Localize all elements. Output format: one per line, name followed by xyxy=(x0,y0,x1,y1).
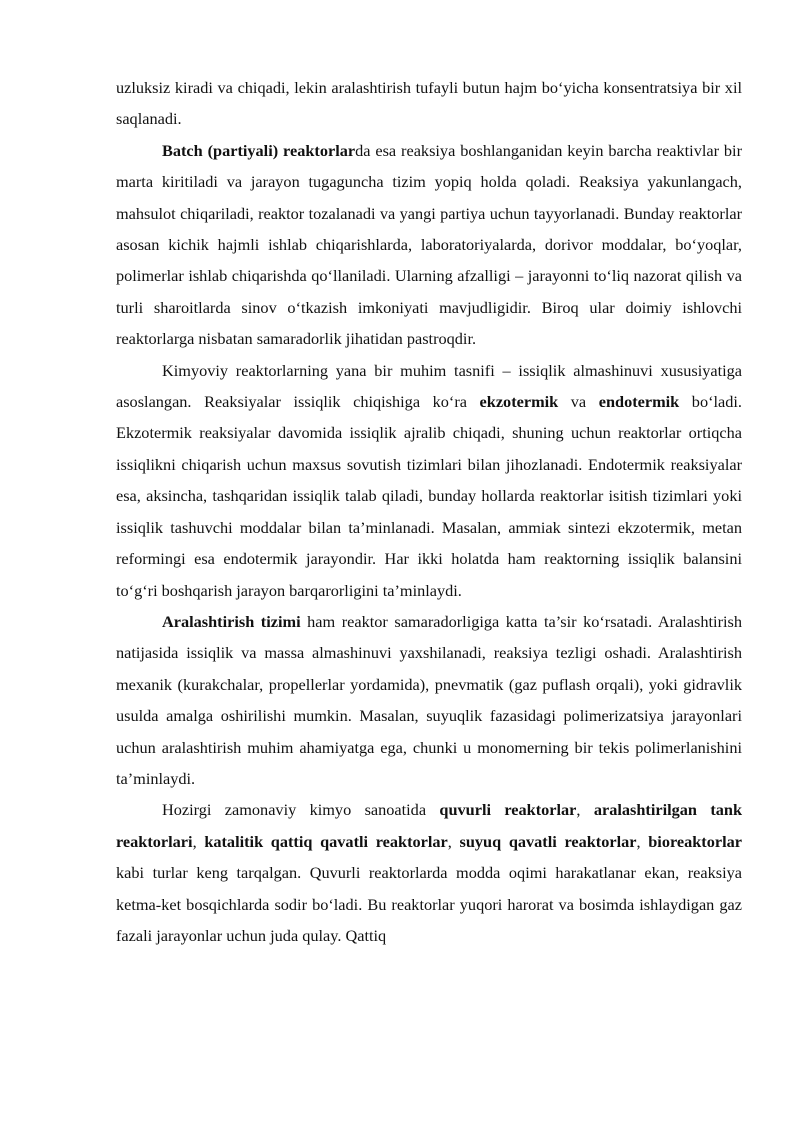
term-bioreactors: bioreaktorlar xyxy=(648,831,742,851)
term-fixed-bed-catalytic-reactors: katalitik qattiq qavatli reaktorlar xyxy=(204,831,448,851)
text-segment: , xyxy=(576,800,594,820)
text-segment: Kimyoviy reaktorlarning yana bir muhim tasnifi – issiqlik almashinuvi xususiyatiga asoslangan. Reaksiyalar issiqlik chiqishiga ko‘ra xyxy=(116,360,742,412)
document-page xyxy=(116,72,742,951)
paragraph-mixing-system xyxy=(116,606,742,794)
text-segment: , xyxy=(636,831,649,851)
text-segment: bo‘ladi. Ekzotermik reaksiyalar davomida issiqlik ajralib chiqadi, shuning uchun reaktorlar ortiqcha issiqlikni chiqarish uchun maxsus sovutish tizimlari bilan jihozlanadi. Endotermik reaksiyalar esa, aksincha, tashqaridan issiqlik talab qiladi, bunday hollarda reaktorlar isitish tizimlari yoki issiqlik tashuvchi moddalar bilan ta’minlanadi. Masalan, ammiak sintezi ekzotermik, metan reformingi esa endotermik jarayondir. Har ikki holatda ham reaktorning issiqlik balansini to‘g‘ri boshqarish jarayon barqarorligini ta’minlaydi. xyxy=(116,392,742,600)
term-fluidized-bed-reactors: suyuq qavatli reaktorlar xyxy=(459,831,637,851)
text-segment: Hozirgi zamonaviy kimyo sanoatida xyxy=(162,800,440,820)
text-segment: , xyxy=(192,831,205,851)
term-mixing-system: Aralashtirish tizimi xyxy=(162,611,301,631)
text-segment: uzluksiz kiradi va chiqadi, lekin aralashtirish tufayli butun hajm bo‘yicha konsentratsiya bir xil saqlanadi. xyxy=(116,78,742,129)
term-stirred-tank-reactors: aralashtirilgan tank reaktorlari xyxy=(116,800,742,851)
paragraph-continuous-reactor-end xyxy=(116,72,742,135)
paragraph-modern-reactor-types xyxy=(116,794,742,951)
term-endothermic: endotermik xyxy=(598,392,680,412)
term-tubular-reactors: quvurli reaktorlar xyxy=(439,800,577,820)
term-exothermic: ekzotermik xyxy=(479,392,559,412)
text-segment: , xyxy=(447,831,460,851)
paragraph-batch-reactors xyxy=(116,135,742,355)
paragraph-heat-exchange xyxy=(116,355,742,606)
text-segment: ham reaktor samaradorligiga katta ta’sir ko‘rsatadi. Aralashtirish natijasida issiqlik va massa almashinuvi yaxshilanadi, reaksiya tezligi oshadi. Aralashtirish mexanik (kurakchalar, propellerlar yordamida), pnevmatik (gaz puflash orqali), yoki gidravlik usulda amalga oshirilishi mumkin. Masalan, suyuqlik fazasidagi polimerizatsiya jarayonlari uchun aralashtirish muhim ahamiyatga ega, chunki u monomerning bir tekis polimerlanishini ta’minlaydi. xyxy=(116,611,742,788)
text-segment: da esa reaksiya boshlanganidan keyin barcha reaktivlar bir marta kiritiladi va jarayon tugaguncha tizim yopiq holda qoladi. Reaksiya yakunlangach, mahsulot chiqariladi, reaktor tozalanadi va yangi partiya uchun tayyorlanadi. Bunday reaktorlar asosan kichik hajmli ishlab chiqarishlarda, laboratoriyalarda, dorivor moddalar, bo‘yoqlar, polimerlar ishlab chiqarishda qo‘llaniladi. Ularning afzalligi – jarayonni to‘liq nazorat qilish va turli sharoitlarda sinov o‘tkazish imkoniyati mavjudligidir. Biroq ular doimiy ishlovchi reaktorlarga nisbatan samaradorlik jihatidan pastroqdir. xyxy=(116,140,743,349)
text-segment: va xyxy=(558,392,599,412)
text-segment: kabi turlar keng tarqalgan. Quvurli reaktorlarda modda oqimi harakatlanar ekan, reaksiya ketma-ket bosqichlarda sodir bo‘ladi. Bu reaktorlar yuqori harorat va bosimda ishlaydigan gaz fazali jarayonlar uchun juda qulay. Qattiq xyxy=(116,863,742,945)
term-batch-reactors: Batch (partiyali) reaktorlar xyxy=(162,140,356,160)
